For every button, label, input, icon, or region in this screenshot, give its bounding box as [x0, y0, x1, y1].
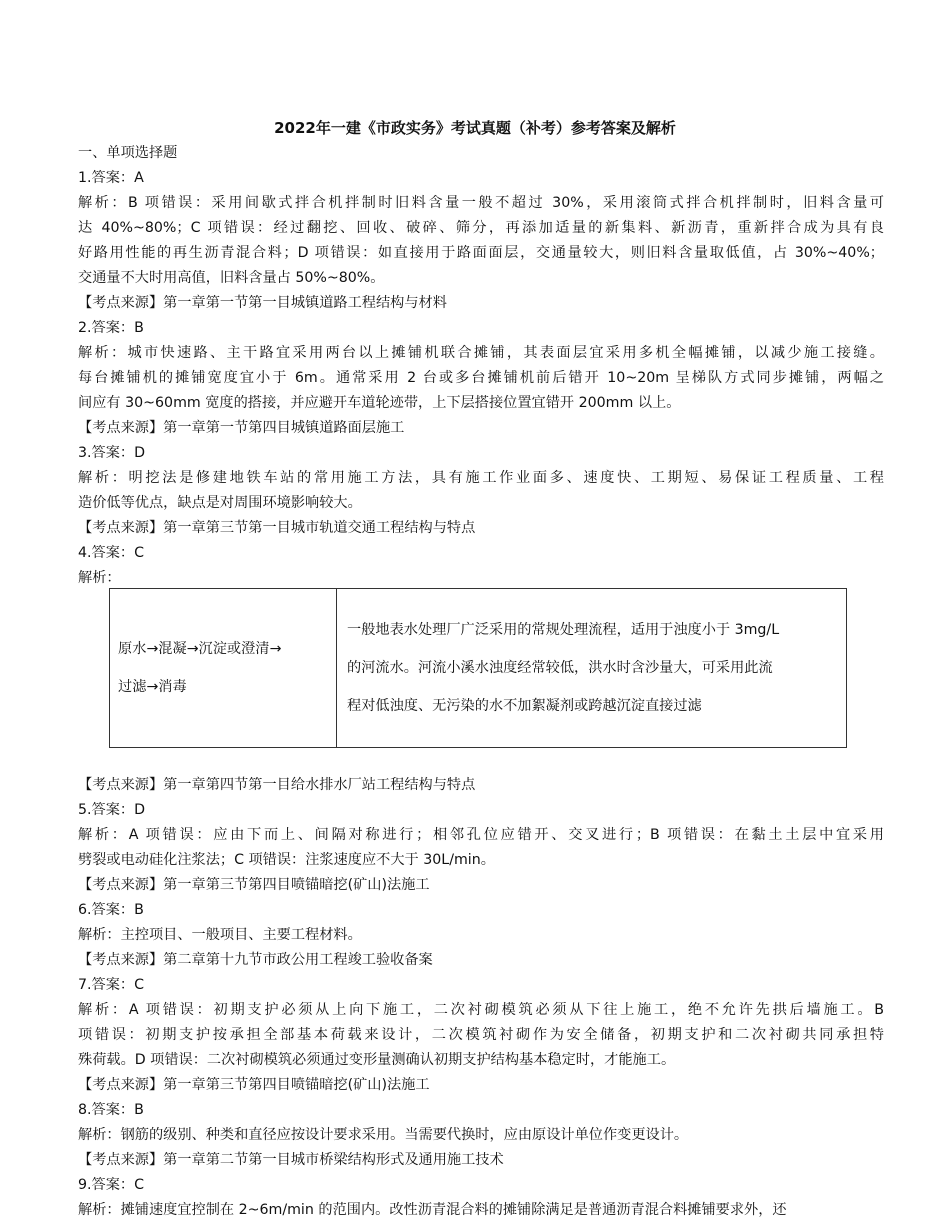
answer-6: 6.答案：B: [78, 902, 144, 918]
analysis-7-line-2: 项错误：初期支护按承担全部基本荷载来设计，二次模筑衬砌作为安全储备，初期支护和二次衬砌共同承担特: [78, 1027, 884, 1043]
analysis-3-line-2: 造价低等优点，缺点是对周围环境影响较大。: [78, 495, 362, 511]
analysis-2-line-3: 间应有 30~60mm 宽度的搭接，并应避开车道轮迹带，上下层搭接位置宜错开 200mm 以上。: [78, 395, 681, 411]
source-6: 【考点来源】第二章第十九节市政公用工程竣工验收备案: [78, 952, 433, 968]
answer-4: 4.答案：C: [78, 545, 145, 561]
answer-2: 2.答案：B: [78, 320, 144, 336]
description-line-2: 的河流水。河流小溪水浊度经常较低，洪水时含沙量大，可采用此流: [347, 660, 773, 676]
analysis-7-line-3: 殊荷载。D 项错误：二次衬砌模筑必须通过变形量测确认初期支护结构基本稳定时，才能施工。: [78, 1052, 676, 1068]
process-description-cell: [337, 589, 847, 748]
analysis-5-line-2: 劈裂或电动硅化注浆法；C 项错误：注浆速度应不大于 30L/min。: [78, 852, 495, 868]
process-flow-cell: [110, 589, 337, 748]
section-heading: 一、单项选择题: [78, 145, 178, 161]
analysis-7-line-1: 解析：A 项错误：初期支护必须从上向下施工，二次衬砌模筑必须从下往上施工，绝不允许先拱后墙施工。B: [78, 1002, 884, 1018]
source-2: 【考点来源】第一章第一节第四目城镇道路面层施工: [78, 420, 405, 436]
analysis-3-line-1: 解析：明挖法是修建地铁车站的常用施工方法，具有施工作业面多、速度快、工期短、易保证工程质量、工程: [78, 470, 884, 486]
analysis-1-line-1: 解析：B 项错误：采用间歇式拌合机拌制时旧料含量一般不超过 30%，采用滚筒式拌合机拌制时，旧料含量可: [78, 195, 884, 211]
analysis-1-line-4: 交通量不大时用高值，旧料含量占 50%~80%。: [78, 270, 385, 286]
description-line-3: 程对低浊度、无污染的水不加絮凝剂或跨越沉淀直接过滤: [347, 698, 702, 714]
water-treatment-table: [109, 588, 847, 748]
analysis-6-line-1: 解析：主控项目、一般项目、主要工程材料。: [78, 927, 362, 943]
analysis-2-line-1: 解析：城市快速路、主干路宜采用两台以上摊铺机联合摊铺，其表面层宜采用多机全幅摊铺，以减少施工接缝。: [78, 345, 884, 361]
source-7: 【考点来源】第一章第三节第四目喷锚暗挖(矿山)法施工: [78, 1077, 430, 1093]
source-3: 【考点来源】第一章第三节第一目城市轨道交通工程结构与特点: [78, 520, 476, 536]
answer-3: 3.答案：D: [78, 445, 146, 461]
table-row: [110, 589, 847, 748]
analysis-2-line-2: 每台摊铺机的摊铺宽度宜小于 6m。通常采用 2 台或多台摊铺机前后错开 10~20m 呈梯队方式同步摊铺，两幅之: [78, 370, 884, 386]
answer-5: 5.答案：D: [78, 802, 146, 818]
process-flow-line-1: 原水→混凝→沉淀或澄清→: [118, 641, 282, 657]
source-1: 【考点来源】第一章第一节第一目城镇道路工程结构与材料: [78, 295, 447, 311]
answer-8: 8.答案：B: [78, 1102, 144, 1118]
analysis-4-label: 解析：: [78, 570, 121, 586]
answer-7: 7.答案：C: [78, 977, 145, 993]
answer-1: 1.答案：A: [78, 170, 144, 186]
analysis-5-line-1: 解析：A 项错误：应由下而上、间隔对称进行；相邻孔位应错开、交叉进行；B 项错误：在黏土土层中宜采用: [78, 827, 884, 843]
source-8: 【考点来源】第一章第二节第一目城市桥梁结构形式及通用施工技术: [78, 1152, 504, 1168]
analysis-9-line-1: 解析：摊铺速度宜控制在 2~6m/min 的范围内。改性沥青混合料的摊铺除满足是普通沥青混合料摊铺要求外，还: [78, 1202, 787, 1218]
page-title: 2022年一建《市政实务》考试真题（补考）参考答案及解析: [274, 119, 676, 137]
description-line-1: 一般地表水处理厂广泛采用的常规处理流程，适用于浊度小于 3mg/L: [347, 622, 780, 638]
process-flow-line-2: 过滤→消毒: [118, 679, 187, 695]
source-4: 【考点来源】第一章第四节第一目给水排水厂站工程结构与特点: [78, 777, 476, 793]
analysis-1-line-3: 好路用性能的再生沥青混合料；D 项错误：如直接用于路面面层，交通量较大，则旧料含量取低值，占 30%~40%；: [78, 245, 884, 261]
source-5: 【考点来源】第一章第三节第四目喷锚暗挖(矿山)法施工: [78, 877, 430, 893]
analysis-8-line-1: 解析：钢筋的级别、种类和直径应按设计要求采用。当需要代换时，应由原设计单位作变更设计。: [78, 1127, 689, 1143]
answer-9: 9.答案：C: [78, 1177, 145, 1193]
analysis-1-line-2: 达 40%~80%；C 项错误：经过翻挖、回收、破碎、筛分，再添加适量的新集料、新沥青，重新拌合成为具有良: [78, 220, 884, 236]
